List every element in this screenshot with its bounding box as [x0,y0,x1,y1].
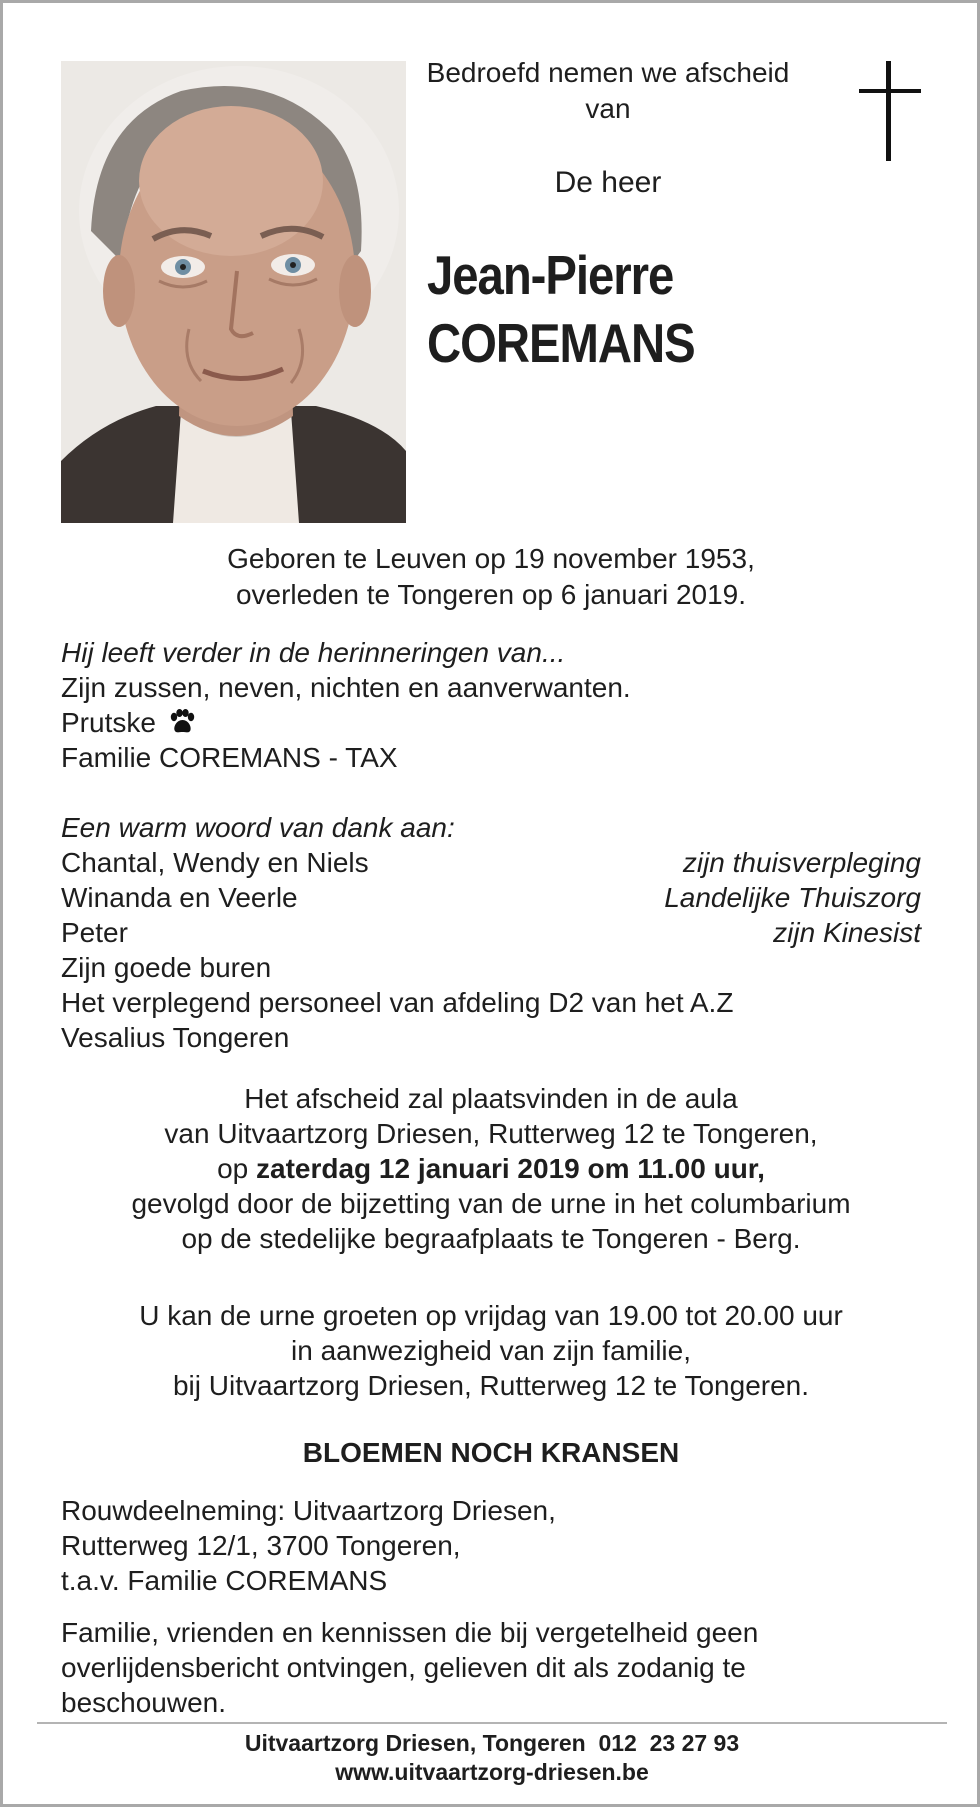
deceased-name [427,241,695,377]
thanks-role: Landelijke Thuiszorg [664,882,921,913]
thanks-row [61,880,921,915]
thanks-heading: Een warm woord van dank aan: [61,812,455,843]
pet-name: Prutske [61,707,156,738]
ceremony-line-1: Het afscheid zal plaatsvinden in de aula [244,1083,738,1114]
thanks-person: Winanda en Veerle [61,882,298,913]
last-name: COREMANS [427,312,695,374]
ceremony-section [61,1081,921,1256]
condolence-address [61,1493,921,1598]
memories-relatives: Zijn zussen, neven, nichten en aanverwanten. [61,672,631,703]
footer-contact [37,1729,947,1758]
thanks-person: Peter [61,917,128,948]
ceremony-line-2: van Uitvaartzorg Driesen, Rutterweg 12 te Tongeren, [164,1118,818,1149]
ceremony-line-5: op de stedelijke begraafplaats te Tongeren - Berg. [181,1223,801,1254]
portrait-photo [61,61,406,523]
cross-icon [859,61,921,161]
thanks-role: zijn Kinesist [773,917,921,948]
footer [37,1729,947,1787]
memories-heading: Hij leeft verder in de herinneringen van... [61,637,566,668]
thanks-staff-line-2: Vesalius Tongeren [61,1022,290,1053]
thanks-person: Chantal, Wendy en Niels [61,847,369,878]
memories-pet [61,705,921,740]
forgotten-notice [61,1615,921,1720]
birth-line: Geboren te Leuven op 19 november 1953, [227,543,755,574]
visit-section [61,1298,921,1403]
thanks-row [61,915,921,950]
memories-family: Familie COREMANS - TAX [61,742,398,773]
visit-line-1: U kan de urne groeten op vrijdag van 19.00 tot 20.00 uur [139,1300,843,1331]
thanks-section [61,810,921,1055]
death-line: overleden te Tongeren op 6 januari 2019. [235,579,747,610]
notice-line-3: beschouwen. [61,1687,227,1718]
visit-line-2: in aanwezigheid van zijn familie, [291,1335,691,1366]
notice-line-1: Familie, vrienden en kennissen die bij vergetelheid geen [61,1617,759,1648]
condolence-line-2: Rutterweg 12/1, 3700 Tongeren, [61,1530,461,1561]
intro-text [408,55,808,127]
first-name: Jean-Pierre [427,244,674,306]
footer-phone: 012 23 27 93 [598,1730,740,1756]
condolence-line-3: t.a.v. Familie COREMANS [61,1565,388,1596]
footer-company: Uitvaartzorg Driesen, Tongeren [244,1730,586,1756]
footer-website: www.uitvaartzorg-driesen.be [335,1759,649,1785]
intro-line-2: van [585,93,631,124]
notice-line-2: overlijdensbericht ontvingen, gelieven dit als zodanig te [61,1652,746,1683]
thanks-role: zijn thuisverpleging [682,847,921,878]
thanks-neighbours: Zijn goede buren [61,952,272,983]
ceremony-date-prefix: op [217,1153,249,1184]
thanks-row [61,845,921,880]
memories-section [61,635,921,775]
birth-death-dates [61,541,921,613]
ceremony-date: zaterdag 12 januari 2019 om 11.00 uur, [256,1153,765,1184]
flowers-notice: BLOEMEN NOCH KRANSEN [302,1437,680,1468]
portrait-illustration [61,61,406,523]
ceremony-line-3 [61,1151,921,1186]
condolence-line-1: Rouwdeelneming: Uitvaartzorg Driesen, [61,1495,556,1526]
honorific: De heer [554,166,662,199]
thanks-staff-line-1: Het verplegend personeel van afdeling D2 van het A.Z [61,987,734,1018]
ceremony-line-4: gevolgd door de bijzetting van de urne in het columbarium [131,1188,851,1219]
visit-line-3: bij Uitvaartzorg Driesen, Rutterweg 12 te Tongeren. [172,1370,810,1401]
paw-icon [168,709,196,735]
footer-divider [37,1722,947,1724]
intro-line-1: Bedroefd nemen we afscheid [426,57,790,88]
